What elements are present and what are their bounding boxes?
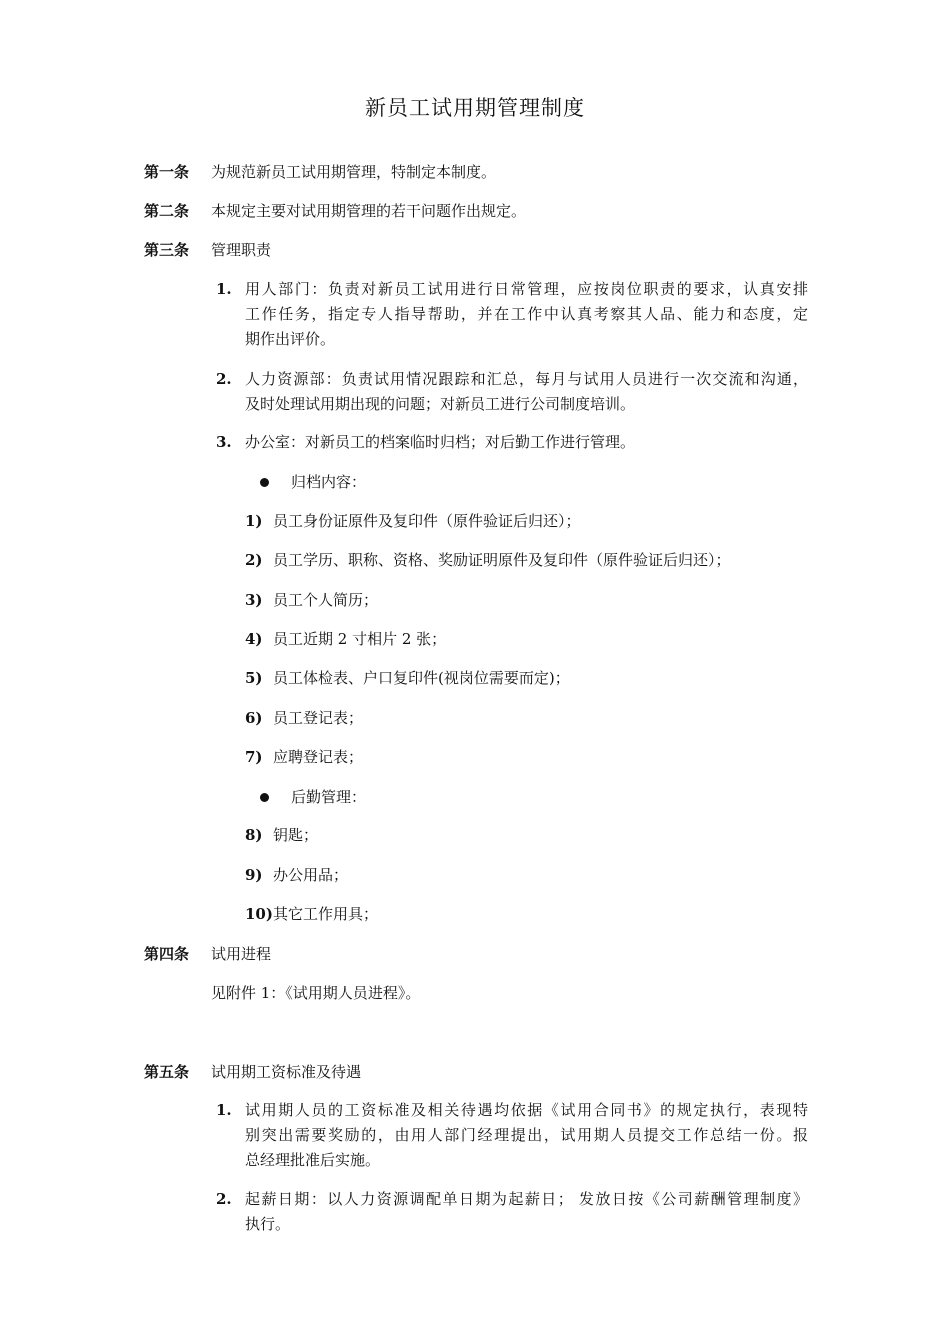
item-number: 3. (216, 433, 232, 451)
item-text (245, 277, 808, 352)
text-line: 别突出需要奖励的，由用人部门经理提出，试用期人员提交工作总结一份。报 (245, 1126, 808, 1144)
text-line: 办公室：对新员工的档案临时归档；对后勤工作进行管理。 (245, 433, 636, 451)
item-text: 办公用品； (273, 866, 349, 884)
bullet-text: 归档内容： (291, 473, 367, 491)
item-number: 2) (245, 551, 263, 569)
item-text (245, 1098, 808, 1173)
item-number: 2. (216, 370, 232, 388)
item-text (245, 1187, 808, 1237)
bullet-text: 后勤管理： (291, 788, 367, 806)
item-number: 8) (245, 826, 263, 844)
article-label: 第四条 (144, 945, 190, 963)
article-text: 为规范新员工试用期管理，特制定本制度。 (211, 163, 497, 181)
bullet-icon (260, 793, 269, 802)
item-text: 其它工作用具； (273, 905, 379, 923)
text-line: 总经理批准后实施。 (245, 1151, 381, 1169)
article-text: 本规定主要对试用期管理的若干问题作出规定。 (211, 202, 527, 220)
item-number: 10) (245, 905, 273, 923)
item-text (245, 367, 808, 417)
article-label: 第二条 (144, 202, 190, 220)
text-line: 试用期人员的工资标准及相关待遇均依据《试用合同书》的规定执行，表现特 (245, 1101, 808, 1119)
text-line: 人力资源部：负责试用情况跟踪和汇总，每月与试用人员进行一次交流和沟通， (245, 370, 808, 388)
item-number: 6) (245, 709, 263, 727)
item-number: 7) (245, 748, 263, 766)
item-number: 3) (245, 591, 263, 609)
item-text: 钥匙； (273, 826, 319, 844)
item-text (245, 430, 808, 455)
text-line: 期作出评价。 (245, 330, 336, 348)
item-number: 4) (245, 630, 263, 648)
item-number: 2. (216, 1190, 232, 1208)
item-text: 员工近期 2 寸相片 2 张； (273, 630, 447, 648)
item-number: 1. (216, 1101, 232, 1119)
article-text: 管理职责 (211, 241, 272, 259)
article-4-body: 见附件 1：《试用期人员进程》。 (211, 984, 421, 1002)
item-text: 员工身份证原件及复印件（原件验证后归还）； (273, 512, 581, 530)
bullet-icon (260, 478, 269, 487)
document-title: 新员工试用期管理制度 (365, 96, 585, 120)
item-number: 9) (245, 866, 263, 884)
item-text: 员工个人简历； (273, 591, 379, 609)
item-number: 1. (216, 280, 232, 298)
item-text: 应聘登记表； (273, 748, 364, 766)
article-label: 第一条 (144, 163, 190, 181)
article-label: 第五条 (144, 1063, 190, 1081)
item-text: 员工学历、职称、资格、奖励证明原件及复印件（原件验证后归还）； (273, 551, 731, 569)
text-line: 及时处理试用期出现的问题；对新员工进行公司制度培训。 (245, 395, 636, 413)
article-label: 第三条 (144, 241, 190, 259)
text-line: 工作任务，指定专人指导帮助，并在工作中认真考察其人品、能力和态度，定 (245, 305, 808, 323)
article-text: 试用期工资标准及待遇 (211, 1063, 362, 1081)
item-text: 员工登记表； (273, 709, 364, 727)
text-line: 执行。 (245, 1215, 291, 1233)
item-number: 1) (245, 512, 263, 530)
item-text: 员工体检表、户口复印件(视岗位需要而定)； (273, 669, 570, 687)
text-line: 起薪日期：以人力资源调配单日期为起薪日； 发放日按《公司薪酬管理制度》 (245, 1190, 808, 1208)
item-number: 5) (245, 669, 263, 687)
article-text: 试用进程 (211, 945, 272, 963)
text-line: 用人部门：负责对新员工试用进行日常管理，应按岗位职责的要求，认真安排 (245, 280, 808, 298)
